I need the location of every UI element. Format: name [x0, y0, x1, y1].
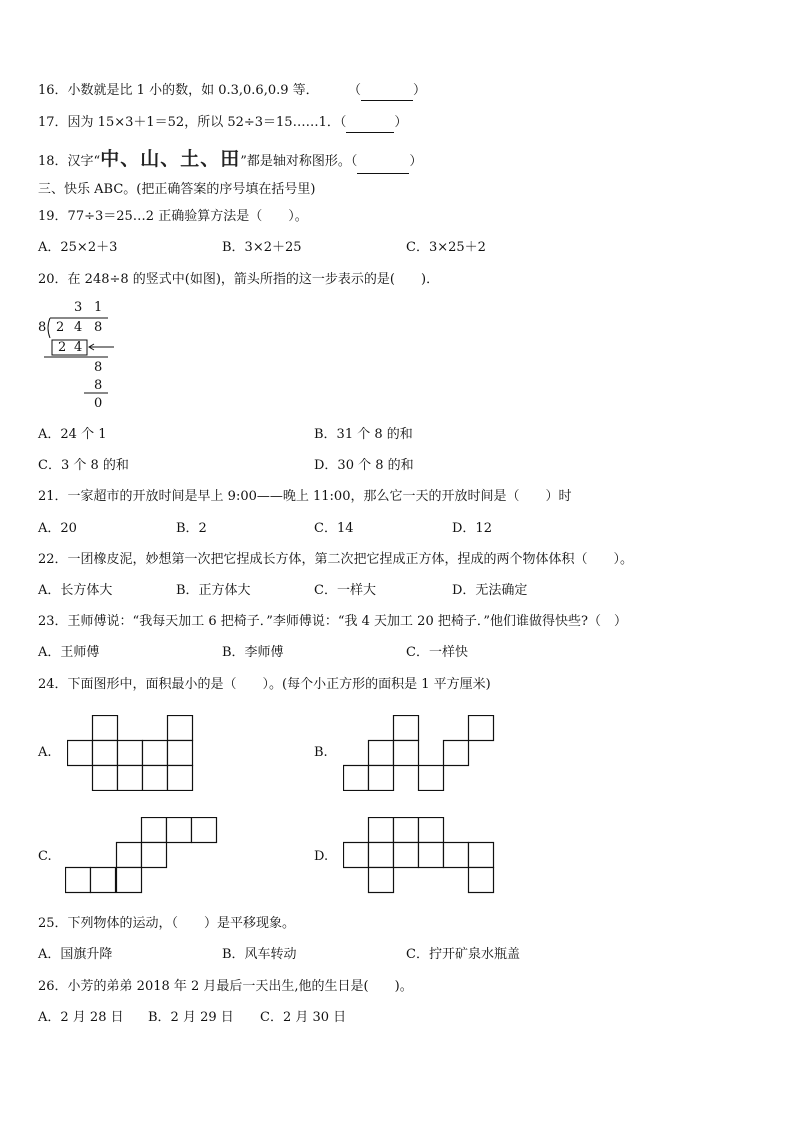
question-22-option-d[interactable]: D．无法确定: [452, 583, 528, 598]
long-division-figure: [36, 300, 126, 415]
paren-open: （: [348, 83, 362, 98]
question-24-stem: 24．下面图形中，面积最小的是（ ）。(每个小正方形的面积是 1 平方厘米): [38, 677, 491, 692]
question-26-option-a[interactable]: A．2 月 28 日: [38, 1010, 124, 1025]
figure-label-b[interactable]: B.: [314, 745, 328, 760]
question-20-option-b[interactable]: B．31 个 8 的和: [314, 427, 413, 442]
remainder-digit: 8: [94, 360, 103, 375]
step-digit: 2: [58, 340, 67, 355]
paren-close: ）: [413, 83, 427, 98]
dividend-digit: 2: [56, 320, 65, 335]
question-19-option-b[interactable]: B．3×2＋25: [222, 240, 302, 255]
step-digit: 4: [74, 340, 83, 355]
question-21-option-d[interactable]: D．12: [452, 521, 492, 536]
quotient-digit: 3: [74, 300, 83, 315]
question-19-option-a[interactable]: A．25×2＋3: [38, 240, 118, 255]
paren-close: ）: [394, 115, 408, 130]
question-19-option-c[interactable]: C．3×25＋2: [406, 240, 486, 255]
question-18-suffix: ”都是轴对称图形。（: [240, 154, 358, 169]
paren-close: ）: [409, 154, 423, 169]
question-23-stem: 23．王师傅说：“我每天加工 6 把椅子．”李师傅说：“我 4 天加工 20 把椅子．”他们谁做得快些?（ ）: [38, 614, 627, 629]
figure-label-c[interactable]: C.: [38, 849, 52, 864]
remainder-digit: 0: [94, 396, 103, 411]
question-23-option-a[interactable]: A．王师傅: [38, 645, 100, 660]
answer-blank[interactable]: [361, 82, 413, 101]
section-3-title: 三、快乐 ABC。(把正确答案的序号填在括号里): [38, 182, 316, 197]
question-25-stem: 25．下列物体的运动，（ ）是平移现象。: [38, 916, 296, 931]
question-20-option-c[interactable]: C．3 个 8 的和: [38, 458, 129, 473]
grid-figure-b[interactable]: [343, 715, 495, 791]
question-22-option-c[interactable]: C．一样大: [314, 583, 376, 598]
question-17: [38, 114, 407, 133]
divisor: 8: [38, 320, 47, 335]
grid-figure-c[interactable]: [65, 817, 218, 894]
step-digit: 8: [94, 378, 103, 393]
grid-figure-d[interactable]: [343, 817, 496, 894]
answer-blank[interactable]: [346, 114, 394, 133]
question-26-option-b[interactable]: B．2 月 29 日: [148, 1010, 234, 1025]
question-22-option-a[interactable]: A．长方体大: [38, 583, 113, 598]
question-25-option-b[interactable]: B．风车转动: [222, 947, 297, 962]
figure-label-a[interactable]: A.: [38, 745, 52, 760]
question-25-option-a[interactable]: A．国旗升降: [38, 947, 113, 962]
question-22-option-b[interactable]: B．正方体大: [176, 583, 251, 598]
quotient-digit: 1: [94, 300, 103, 315]
question-18: [38, 148, 422, 174]
question-21-option-b[interactable]: B．2: [176, 521, 207, 536]
grid-figure-a[interactable]: [67, 715, 194, 791]
question-20-option-a[interactable]: A．24 个 1: [38, 427, 107, 442]
question-22-stem: 22．一团橡皮泥，妙想第一次把它捏成长方体，第二次把它捏成正方体，捏成的两个物体体积（ ）。: [38, 552, 634, 567]
question-16-text: 16．小数就是比 1 小的数，如 0.3,0.6,0.9 等．: [38, 83, 319, 98]
question-21-stem: 21．一家超市的开放时间是早上 9:00——晚上 11:00，那么它一天的开放时间是（ ）时: [38, 489, 572, 504]
question-25-option-c[interactable]: C．拧开矿泉水瓶盖: [406, 947, 520, 962]
question-19-stem: 19．77÷3＝25…2 正确验算方法是（ ）。: [38, 209, 308, 224]
hanzi-image: 中、山、土、田: [100, 148, 241, 170]
question-20-option-d[interactable]: D．30 个 8 的和: [314, 458, 414, 473]
question-23-option-b[interactable]: B．李师傅: [222, 645, 284, 660]
question-26-option-c[interactable]: C．2 月 30 日: [260, 1010, 347, 1025]
dividend-digit: 4: [74, 320, 83, 335]
question-21-option-a[interactable]: A．20: [38, 521, 77, 536]
question-18-prefix: 18．汉字“: [38, 154, 101, 169]
question-17-text: 17．因为 15×3＋1＝52，所以 52÷3＝15……1．（: [38, 115, 347, 130]
question-16: [38, 82, 319, 100]
question-20-stem: 20．在 248÷8 的竖式中(如图)，箭头所指的这一步表示的是( )．: [38, 272, 440, 287]
long-division-lines: [36, 300, 126, 415]
question-21-option-c[interactable]: C．14: [314, 521, 354, 536]
dividend-digit: 8: [94, 320, 103, 335]
question-26-stem: 26．小芳的弟弟 2018 年 2 月最后一天出生,他的生日是( )。: [38, 979, 413, 994]
question-16-answer[interactable]: [348, 82, 426, 101]
answer-blank[interactable]: [357, 151, 409, 174]
question-23-option-c[interactable]: C．一样快: [406, 645, 468, 660]
figure-label-d[interactable]: D.: [314, 849, 329, 864]
